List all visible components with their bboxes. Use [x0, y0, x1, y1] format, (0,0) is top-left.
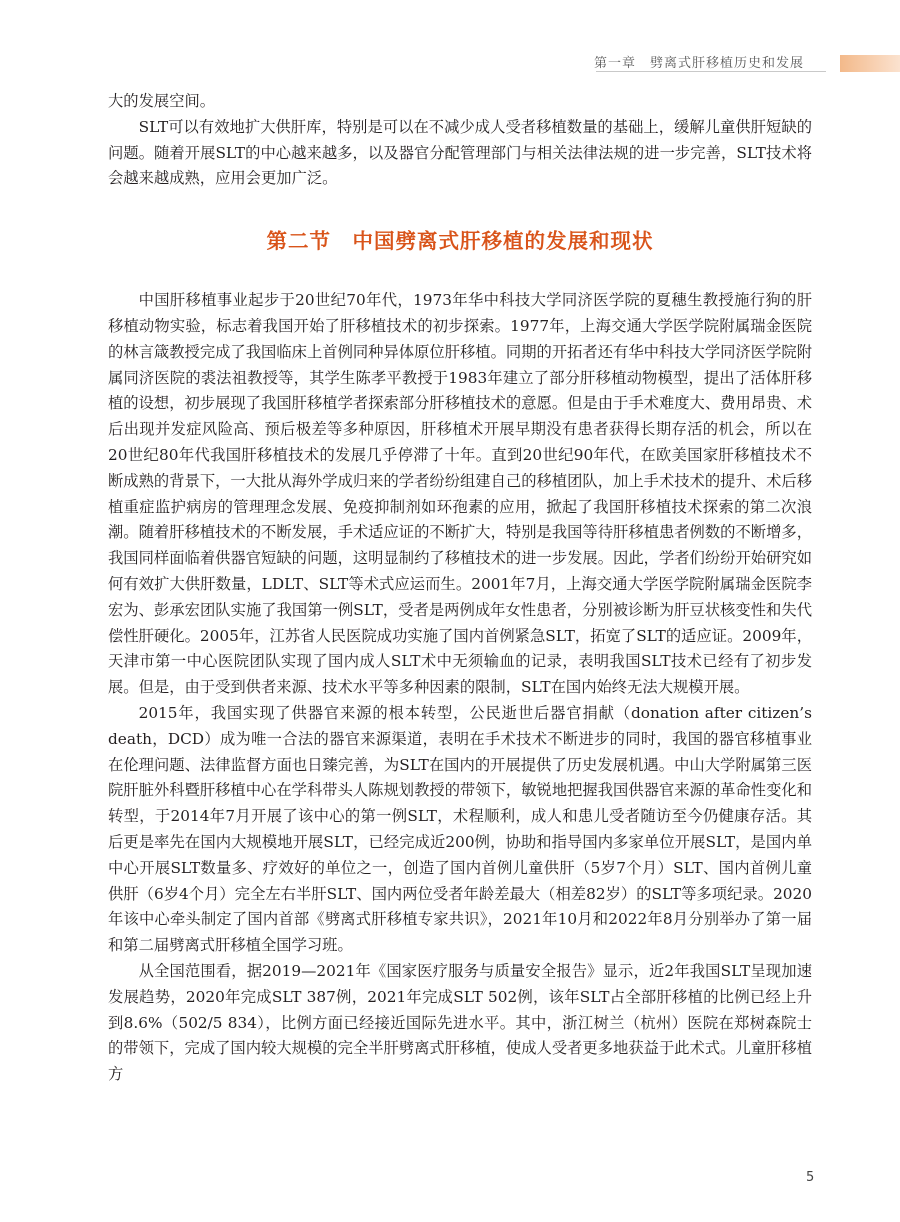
running-header: 第一章 劈离式肝移植历史和发展 [593, 56, 804, 71]
paragraph-continued: 大的发展空间。 [108, 92, 216, 110]
paragraph-slt-summary: SLT可以有效地扩大供肝库，特别是可以在不减少成人受者移植数量的基础上，缓解儿童供肝短缺的问题。随着开展SLT的中心越来越多，以及器官分配管理部门与相关法律法规的进一步完善，SLT技术将会越来越成熟，应用会更加广泛。 [108, 117, 812, 188]
page-body [108, 89, 812, 1088]
header-rule [596, 71, 826, 72]
header-accent-tab [840, 55, 900, 72]
paragraph-china-history: 中国肝移植事业起步于20世纪70年代，1973年华中科技大学同济医学院的夏穗生教授施行狗的肝移植动物实验，标志着我国开始了肝移植技术的初步探索。1977年，上海交通大学医学院附属瑞金医院的林言箴教授完成了我国临床上首例同种异体原位肝移植。同期的开拓者还有华中科技大学同济医学院附属同济医院的裘法祖教授等，其学生陈孝平教授于1983年建立了部分肝移植动物模型，提出了活体肝移植的设想，初步展现了我国肝移植学者探索部分肝移植技术的意愿。但是由于手术难度大、费用昂贵、术后出现并发症风险高、预后极差等多种原因，肝移植术开展早期没有患者获得长期存活的机会，所以在20世纪80年代我国肝移植技术的发展几乎停滞了十年。直到20世纪90年代，在欧美国家肝移植技术不断成熟的背景下，一大批从海外学成归来的学者纷纷组建自己的移植团队，加上手术技术的提升、术后移植重症监护病房的管理理念发展、免疫抑制剂如环孢素的应用，掀起了我国肝移植技术探索的第二次浪潮。随着肝移植技术的不断发展，手术适应证的不断扩大，特别是我国等待肝移植患者例数的不断增多，我国同样面临着供器官短缺的问题，这明显制约了移植技术的进一步发展。因此，学者们纷纷开始研究如何有效扩大供肝数量，LDLT、SLT等术式应运而生。2001年7月，上海交通大学医学院附属瑞金医院李宏为、彭承宏团队实施了我国第一例SLT，受者是两例成年女性患者，分别被诊断为肝豆状核变性和失代偿性肝硬化。2005年，江苏省人民医院成功实施了国内首例紧急SLT，拓宽了SLT的适应证。2009年，天津市第一中心医院团队实现了国内成人SLT术中无须输血的记录，表明我国SLT技术已经有了初步发展。但是，由于受到供者来源、技术水平等多种因素的限制，SLT在国内始终无法大规模开展。 [108, 291, 812, 697]
paragraph-national-stats: 从全国范围看，据2019—2021年《国家医疗服务与质量安全报告》显示，近2年我国SLT呈现加速发展趋势，2020年完成SLT 387例，2021年完成SLT 502例，该年SLT占全部肝移植的比例已经上升到8.6%（502/5 834），比例方面已经接近国际先进水平。其中，浙江树兰（杭州）医院在郑树森院士的带领下，完成了国内较大规模的完全半肝劈离式肝移植，使成人受者更多地获益于此术式。儿童肝移植方 [108, 961, 812, 1084]
paragraph-dcd-era: 2015年，我国实现了供器官来源的根本转型，公民逝世后器官捐献（donation after citizen’s death，DCD）成为唯一合法的器官来源渠道，表明在手术技术不断进步的同时，我国的器官移植事业在伦理问题、法律监督方面也日臻完善，为SLT在国内的开展提供了历史发展机遇。中山大学附属第三医院肝脏外科暨肝移植中心在学科带头人陈规划教授的带领下，敏锐地把握我国供器官来源的革命性变化和转型，于2014年7月开展了该中心的第一例SLT，术程顺利，成人和患儿受者随访至今仍健康存活。其后更是率先在国内大规模地开展SLT，已经完成近200例，协助和指导国内多家单位开展SLT，是国内单中心开展SLT数量多、疗效好的单位之一，创造了国内首例儿童供肝（5岁7个月）SLT、国内首例儿童供肝（6岁4个月）完全左右半肝SLT、国内两位受者年龄差最大（相差82岁）的SLT等多项纪录。2020年该中心牵头制定了国内首部《劈离式肝移植专家共识》，2021年10月和2022年8月分别举办了第一届和第二届劈离式肝移植全国学习班。 [108, 703, 812, 955]
page-number: 5 [806, 1170, 815, 1185]
section-title: 第二节 中国劈离式肝移植的发展和现状 [266, 229, 654, 254]
